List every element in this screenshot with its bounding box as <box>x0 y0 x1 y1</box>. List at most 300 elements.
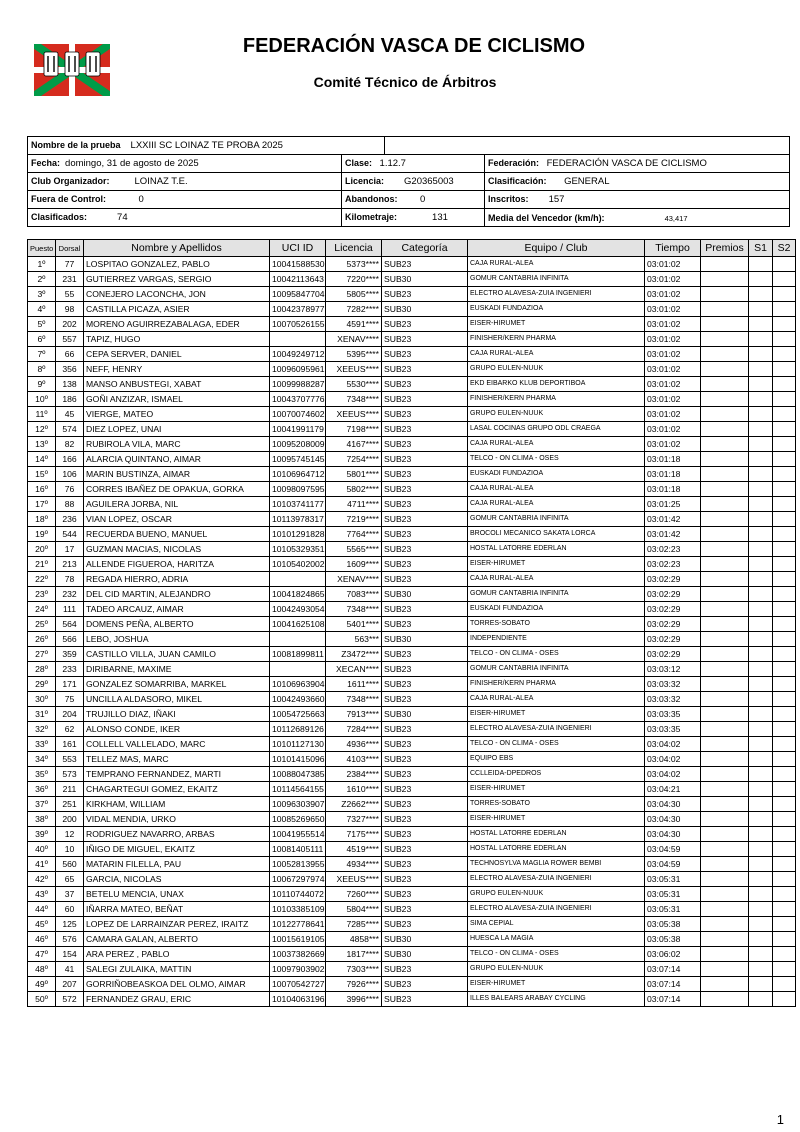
s2-cell <box>773 482 796 497</box>
table-row <box>28 902 796 917</box>
bib-cell: 60 <box>56 902 84 917</box>
position-cell: 6º <box>28 332 56 347</box>
table-row <box>28 677 796 692</box>
category-cell: SUB23 <box>382 527 468 542</box>
rider-name-cell: TRUJILLO DIAZ, IÑAKI <box>84 707 270 722</box>
bib-cell: 76 <box>56 482 84 497</box>
s2-cell <box>773 977 796 992</box>
category-cell: SUB23 <box>382 407 468 422</box>
license-cell: 4858*** <box>326 932 382 947</box>
classification-label: Clasificación: <box>488 176 547 186</box>
team-cell: EISER-HIRUMET <box>468 707 645 722</box>
time-cell: 03:01:02 <box>645 422 701 437</box>
rider-name-cell: COLLELL VALLELADO, MARC <box>84 737 270 752</box>
prizes-cell <box>701 692 749 707</box>
position-cell: 4º <box>28 302 56 317</box>
col-premios: Premios <box>701 240 749 257</box>
license-cell: 7083**** <box>326 587 382 602</box>
s2-cell <box>773 857 796 872</box>
bib-cell: 75 <box>56 692 84 707</box>
bib-cell: 65 <box>56 872 84 887</box>
category-cell: SUB23 <box>382 512 468 527</box>
time-cell: 03:01:02 <box>645 377 701 392</box>
category-cell: SUB23 <box>382 287 468 302</box>
team-cell: EISER-HIRUMET <box>468 782 645 797</box>
team-cell: EUSKADI FUNDAZIOA <box>468 302 645 317</box>
uci-id-cell <box>270 332 326 347</box>
prizes-cell <box>701 377 749 392</box>
s1-cell <box>749 857 773 872</box>
category-cell: SUB23 <box>382 857 468 872</box>
out-of-control-label: Fuera de Control: <box>31 194 107 204</box>
bib-cell: 125 <box>56 917 84 932</box>
bib-cell: 566 <box>56 632 84 647</box>
col-equipo: Equipo / Club <box>468 240 645 257</box>
table-row <box>28 497 796 512</box>
federation-value: FEDERACIÓN VASCA DE CICLISMO <box>546 158 707 169</box>
s2-cell <box>773 692 796 707</box>
s1-cell <box>749 632 773 647</box>
uci-id-cell: 10105402002 <box>270 557 326 572</box>
bib-cell: 207 <box>56 977 84 992</box>
s2-cell <box>773 272 796 287</box>
rider-name-cell: FERNANDEZ GRAU, ERIC <box>84 992 270 1007</box>
license-cell: 1611**** <box>326 677 382 692</box>
s1-cell <box>749 647 773 662</box>
table-row <box>28 302 796 317</box>
position-cell: 36º <box>28 782 56 797</box>
license-cell: XECAN**** <box>326 662 382 677</box>
prizes-cell <box>701 857 749 872</box>
col-tiempo: Tiempo <box>645 240 701 257</box>
s2-cell <box>773 317 796 332</box>
category-cell: SUB23 <box>382 887 468 902</box>
license-cell: XENAV**** <box>326 332 382 347</box>
s1-cell <box>749 437 773 452</box>
bib-cell: 186 <box>56 392 84 407</box>
prizes-cell <box>701 872 749 887</box>
team-cell: HOSTAL LATORRE EDERLAN <box>468 827 645 842</box>
team-cell: GRUPO EULEN-NUUK <box>468 407 645 422</box>
class-label: Clase: <box>345 158 373 168</box>
table-row <box>28 422 796 437</box>
s2-cell <box>773 392 796 407</box>
table-row <box>28 272 796 287</box>
race-name-value: LXXIII SC LOINAZ TE PROBA 2025 <box>130 140 283 151</box>
position-cell: 48º <box>28 962 56 977</box>
s1-cell <box>749 782 773 797</box>
s1-cell <box>749 752 773 767</box>
s1-cell <box>749 317 773 332</box>
table-row <box>28 407 796 422</box>
s2-cell <box>773 917 796 932</box>
team-cell: CAJA RURAL-ALEA <box>468 497 645 512</box>
rider-name-cell: TADEO ARCAUZ, AIMAR <box>84 602 270 617</box>
table-row <box>28 257 796 272</box>
s2-cell <box>773 587 796 602</box>
uci-id-cell: 10042493054 <box>270 602 326 617</box>
rider-name-cell: CHAGARTEGUI GOMEZ, EKAITZ <box>84 782 270 797</box>
category-cell: SUB30 <box>382 272 468 287</box>
uci-id-cell: 10101291828 <box>270 527 326 542</box>
time-cell: 03:01:18 <box>645 467 701 482</box>
team-cell: TELCO - ON CLIMA - OSES <box>468 947 645 962</box>
page-subtitle: Comité Técnico de Árbitros <box>313 74 497 90</box>
team-cell: HOSTAL LATORRE EDERLAN <box>468 542 645 557</box>
time-cell: 03:05:31 <box>645 887 701 902</box>
classified-value: 74 <box>117 212 128 223</box>
position-cell: 16º <box>28 482 56 497</box>
race-name-label: Nombre de la prueba <box>31 140 121 150</box>
uci-id-cell: 10041991179 <box>270 422 326 437</box>
team-cell: GOMUR CANTABRIA INFINITA <box>468 662 645 677</box>
license-cell: 7284**** <box>326 722 382 737</box>
uci-id-cell: 10095847704 <box>270 287 326 302</box>
s1-cell <box>749 497 773 512</box>
prizes-cell <box>701 677 749 692</box>
position-cell: 2º <box>28 272 56 287</box>
time-cell: 03:03:32 <box>645 677 701 692</box>
position-cell: 26º <box>28 632 56 647</box>
team-cell: BROCOLI MECANICO SAKATA LORCA <box>468 527 645 542</box>
position-cell: 19º <box>28 527 56 542</box>
time-cell: 03:05:31 <box>645 872 701 887</box>
team-cell: EISER-HIRUMET <box>468 812 645 827</box>
license-cell: XEEUS**** <box>326 872 382 887</box>
rider-name-cell: ALONSO CONDE, IKER <box>84 722 270 737</box>
registered-value: 157 <box>548 194 565 205</box>
category-cell: SUB23 <box>382 662 468 677</box>
uci-id-cell <box>270 632 326 647</box>
s2-cell <box>773 542 796 557</box>
category-cell: SUB23 <box>382 812 468 827</box>
bib-cell: 359 <box>56 647 84 662</box>
distance-label: Kilometraje: <box>345 212 398 222</box>
s2-cell <box>773 437 796 452</box>
uci-id-cell: 10110744072 <box>270 887 326 902</box>
prizes-cell <box>701 332 749 347</box>
s1-cell <box>749 617 773 632</box>
prizes-cell <box>701 932 749 947</box>
rider-name-cell: CONEJERO LACONCHA, JON <box>84 287 270 302</box>
col-dorsal: Dorsal <box>56 240 84 257</box>
rider-name-cell: DOMENS PEÑA, ALBERTO <box>84 617 270 632</box>
license-cell: Z2662**** <box>326 797 382 812</box>
prizes-cell <box>701 632 749 647</box>
rider-name-cell: MATARIN FILELLA, PAU <box>84 857 270 872</box>
table-row <box>28 767 796 782</box>
out-of-control-value: 0 <box>138 194 144 205</box>
s1-cell <box>749 602 773 617</box>
bib-cell: 573 <box>56 767 84 782</box>
position-cell: 9º <box>28 377 56 392</box>
s2-cell <box>773 632 796 647</box>
time-cell: 03:02:29 <box>645 572 701 587</box>
uci-id-cell: 10101415096 <box>270 752 326 767</box>
bib-cell: 55 <box>56 287 84 302</box>
uci-id-cell: 10054725663 <box>270 707 326 722</box>
position-cell: 34º <box>28 752 56 767</box>
prizes-cell <box>701 752 749 767</box>
position-cell: 5º <box>28 317 56 332</box>
table-row <box>28 977 796 992</box>
bib-cell: 62 <box>56 722 84 737</box>
organizer-label: Club Organizador: <box>31 176 110 186</box>
rider-name-cell: NEFF, HENRY <box>84 362 270 377</box>
time-cell: 03:04:21 <box>645 782 701 797</box>
license-cell: 1609**** <box>326 557 382 572</box>
rider-name-cell: CAMARA GALAN, ALBERTO <box>84 932 270 947</box>
uci-id-cell <box>270 662 326 677</box>
s1-cell <box>749 737 773 752</box>
table-row <box>28 437 796 452</box>
team-cell: TELCO - ON CLIMA - OSES <box>468 647 645 662</box>
s2-cell <box>773 497 796 512</box>
results-header-row <box>28 240 796 257</box>
position-cell: 8º <box>28 362 56 377</box>
table-row <box>28 782 796 797</box>
s1-cell <box>749 902 773 917</box>
time-cell: 03:01:18 <box>645 452 701 467</box>
col-licencia: Licencia <box>326 240 382 257</box>
time-cell: 03:04:30 <box>645 797 701 812</box>
team-cell: LASAL COCINAS GRUPO ODL CRAEGA <box>468 422 645 437</box>
bib-cell: 161 <box>56 737 84 752</box>
table-row <box>28 392 796 407</box>
s2-cell <box>773 812 796 827</box>
rider-name-cell: REGADA HIERRO, ADRIA <box>84 572 270 587</box>
s1-cell <box>749 932 773 947</box>
uci-id-cell: 10052813955 <box>270 857 326 872</box>
table-row <box>28 467 796 482</box>
category-cell: SUB23 <box>382 482 468 497</box>
rider-name-cell: GORRIÑOBEASKOA DEL OLMO, AIMAR <box>84 977 270 992</box>
registered-label: Inscritos: <box>488 194 529 204</box>
prizes-cell <box>701 917 749 932</box>
uci-id-cell: 10113978317 <box>270 512 326 527</box>
s2-cell <box>773 602 796 617</box>
team-cell: SIMA CEPIAL <box>468 917 645 932</box>
team-cell: ELECTRO ALAVESA-ZUIA INGENIERI <box>468 722 645 737</box>
table-row <box>28 812 796 827</box>
license-cell: 3996**** <box>326 992 382 1007</box>
time-cell: 03:01:02 <box>645 362 701 377</box>
position-cell: 46º <box>28 932 56 947</box>
federation-label: Federación: <box>488 158 540 168</box>
category-cell: SUB23 <box>382 332 468 347</box>
uci-id-cell: 10103741177 <box>270 497 326 512</box>
bib-cell: 251 <box>56 797 84 812</box>
prizes-cell <box>701 842 749 857</box>
bib-cell: 166 <box>56 452 84 467</box>
team-cell: EUSKADI FUNDAZIOA <box>468 467 645 482</box>
license-cell: 7260**** <box>326 887 382 902</box>
team-cell: EISER-HIRUMET <box>468 977 645 992</box>
table-row <box>28 752 796 767</box>
category-cell: SUB23 <box>382 917 468 932</box>
rider-name-cell: LOSPITAO GONZALEZ, PABLO <box>84 257 270 272</box>
rider-name-cell: TELLEZ MAS, MARC <box>84 752 270 767</box>
rider-name-cell: TAPIZ, HUGO <box>84 332 270 347</box>
s1-cell <box>749 347 773 362</box>
col-nombre: Nombre y Apellidos <box>84 240 270 257</box>
team-cell: EISER-HIRUMET <box>468 557 645 572</box>
table-row <box>28 452 796 467</box>
rider-name-cell: AGUILERA JORBA, NIL <box>84 497 270 512</box>
rider-name-cell: IÑARRA MATEO, BEÑAT <box>84 902 270 917</box>
rider-name-cell: IÑIGO DE MIGUEL, EKAITZ <box>84 842 270 857</box>
s2-cell <box>773 377 796 392</box>
table-row <box>28 647 796 662</box>
abandons-value: 0 <box>420 194 426 205</box>
category-cell: SUB23 <box>382 497 468 512</box>
table-row <box>28 917 796 932</box>
team-cell: TORRES-SOBATO <box>468 617 645 632</box>
license-cell: 5565**** <box>326 542 382 557</box>
position-cell: 25º <box>28 617 56 632</box>
time-cell: 03:02:29 <box>645 617 701 632</box>
license-cell: 5401**** <box>326 617 382 632</box>
s1-cell <box>749 422 773 437</box>
team-cell: EISER-HIRUMET <box>468 317 645 332</box>
category-cell: SUB23 <box>382 767 468 782</box>
rider-name-cell: RUBIROLA VILA, MARC <box>84 437 270 452</box>
table-row <box>28 527 796 542</box>
s2-cell <box>773 962 796 977</box>
time-cell: 03:01:02 <box>645 407 701 422</box>
time-cell: 03:05:38 <box>645 932 701 947</box>
s2-cell <box>773 827 796 842</box>
bib-cell: 574 <box>56 422 84 437</box>
uci-id-cell: 10096303907 <box>270 797 326 812</box>
time-cell: 03:01:02 <box>645 257 701 272</box>
category-cell: SUB30 <box>382 932 468 947</box>
s1-cell <box>749 842 773 857</box>
uci-id-cell: 10041955514 <box>270 827 326 842</box>
time-cell: 03:01:02 <box>645 317 701 332</box>
table-row <box>28 587 796 602</box>
rider-name-cell: VIDAL MENDIA, URKO <box>84 812 270 827</box>
bib-cell: 232 <box>56 587 84 602</box>
prizes-cell <box>701 722 749 737</box>
position-cell: 15º <box>28 467 56 482</box>
time-cell: 03:04:30 <box>645 812 701 827</box>
license-label: Licencia: <box>345 176 385 186</box>
s2-cell <box>773 572 796 587</box>
rider-name-cell: ALLENDE FIGUEROA, HARITZA <box>84 557 270 572</box>
uci-id-cell: 10041625108 <box>270 617 326 632</box>
bib-cell: 557 <box>56 332 84 347</box>
position-cell: 45º <box>28 917 56 932</box>
uci-id-cell: 10095208009 <box>270 437 326 452</box>
license-cell: 2384**** <box>326 767 382 782</box>
time-cell: 03:02:23 <box>645 542 701 557</box>
prizes-cell <box>701 437 749 452</box>
category-cell: SUB23 <box>382 797 468 812</box>
category-cell: SUB23 <box>382 782 468 797</box>
time-cell: 03:04:02 <box>645 767 701 782</box>
category-cell: SUB23 <box>382 842 468 857</box>
prizes-cell <box>701 887 749 902</box>
s1-cell <box>749 587 773 602</box>
prizes-cell <box>701 362 749 377</box>
team-cell: FINISHER/KERN PHARMA <box>468 332 645 347</box>
bib-cell: 12 <box>56 827 84 842</box>
uci-id-cell: 10067297974 <box>270 872 326 887</box>
position-cell: 38º <box>28 812 56 827</box>
uci-id-cell: 10106963904 <box>270 677 326 692</box>
category-cell: SUB23 <box>382 722 468 737</box>
prizes-cell <box>701 512 749 527</box>
time-cell: 03:02:29 <box>645 647 701 662</box>
team-cell: GRUPO EULEN-NUUK <box>468 962 645 977</box>
classification-value: GENERAL <box>564 176 610 187</box>
uci-id-cell: 10041588530 <box>270 257 326 272</box>
team-cell: CCLLEIDA-DPEDROS <box>468 767 645 782</box>
team-cell: GRUPO EULEN-NUUK <box>468 362 645 377</box>
time-cell: 03:03:32 <box>645 692 701 707</box>
team-cell: CAJA RURAL-ALEA <box>468 572 645 587</box>
license-value: G20365003 <box>404 176 454 187</box>
rider-name-cell: GARCIA, NICOLAS <box>84 872 270 887</box>
s2-cell <box>773 347 796 362</box>
prizes-cell <box>701 782 749 797</box>
position-cell: 3º <box>28 287 56 302</box>
category-cell: SUB23 <box>382 347 468 362</box>
table-row <box>28 542 796 557</box>
license-cell: 7926**** <box>326 977 382 992</box>
s1-cell <box>749 482 773 497</box>
s1-cell <box>749 527 773 542</box>
rider-name-cell: TEMPRANO FERNANDEZ, MARTI <box>84 767 270 782</box>
license-cell: 5395**** <box>326 347 382 362</box>
category-cell: SUB23 <box>382 827 468 842</box>
table-row <box>28 722 796 737</box>
prizes-cell <box>701 257 749 272</box>
bib-cell: 231 <box>56 272 84 287</box>
uci-id-cell: 10099988287 <box>270 377 326 392</box>
prizes-cell <box>701 287 749 302</box>
license-cell: 7764**** <box>326 527 382 542</box>
license-cell: 4591**** <box>326 317 382 332</box>
position-cell: 11º <box>28 407 56 422</box>
uci-id-cell: 10103385109 <box>270 902 326 917</box>
category-cell: SUB23 <box>382 422 468 437</box>
rider-name-cell: CORRES IBAÑEZ DE OPAKUA, GORKA <box>84 482 270 497</box>
s1-cell <box>749 692 773 707</box>
s1-cell <box>749 827 773 842</box>
position-cell: 41º <box>28 857 56 872</box>
position-cell: 12º <box>28 422 56 437</box>
team-cell: TELCO - ON CLIMA - OSES <box>468 452 645 467</box>
license-cell: 7198**** <box>326 422 382 437</box>
team-cell: CAJA RURAL-ALEA <box>468 257 645 272</box>
bib-cell: 553 <box>56 752 84 767</box>
position-cell: 40º <box>28 842 56 857</box>
category-cell: SUB23 <box>382 902 468 917</box>
category-cell: SUB23 <box>382 542 468 557</box>
team-cell: CAJA RURAL-ALEA <box>468 482 645 497</box>
prizes-cell <box>701 452 749 467</box>
s2-cell <box>773 992 796 1007</box>
team-cell: HUESCA LA MAGIA <box>468 932 645 947</box>
prizes-cell <box>701 962 749 977</box>
bib-cell: 233 <box>56 662 84 677</box>
table-row <box>28 362 796 377</box>
time-cell: 03:07:14 <box>645 992 701 1007</box>
s2-cell <box>773 767 796 782</box>
bib-cell: 560 <box>56 857 84 872</box>
